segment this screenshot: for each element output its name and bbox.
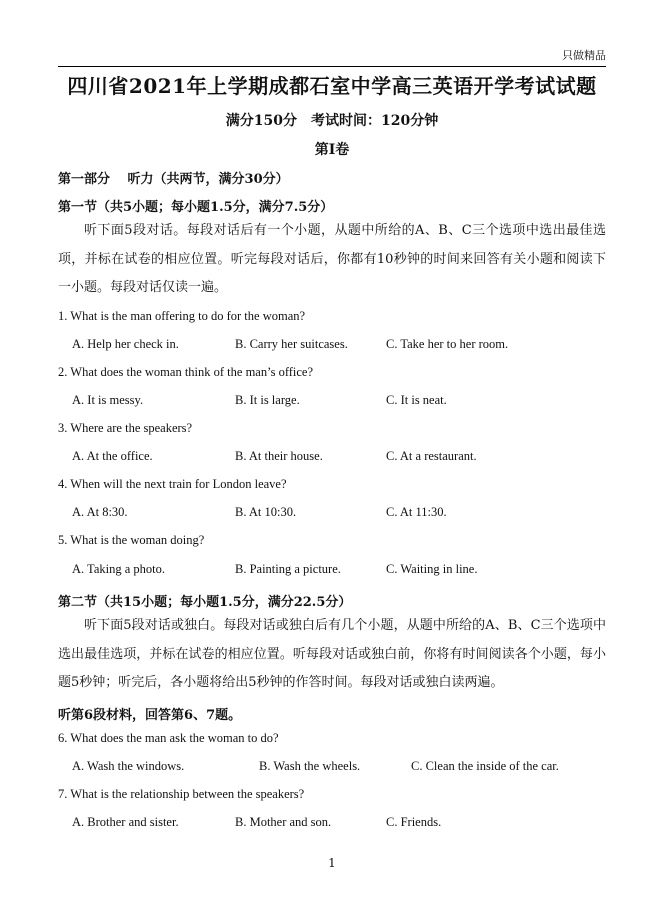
q7-option-c: C. Friends.	[386, 815, 442, 829]
section1-heading: 第一节（共5小题；每小题1.5分，满分7.5分）	[58, 200, 334, 215]
q1-option-a: A. Help her check in.	[72, 337, 179, 351]
q2-option-c: C. It is neat.	[386, 393, 447, 407]
q1-option-b: B. Carry her suitcases.	[235, 337, 348, 351]
q5-option-a: A. Taking a photo.	[72, 562, 165, 576]
q4-option-b: B. At 10:30.	[235, 505, 297, 519]
q6-option-c: C. Clean the inside of the car.	[411, 759, 559, 773]
q6-option-b: B. Wash the wheels.	[259, 759, 361, 773]
part1-heading: 第一部分 听力（共两节，满分30分）	[58, 172, 289, 187]
header-tag: 只做精品	[562, 49, 606, 62]
q3-option-c: C. At a restaurant.	[386, 449, 477, 463]
exam-time: 考试时间：120分钟	[311, 113, 439, 129]
question-1: 1. What is the man offering to do for the woman?	[58, 309, 306, 323]
q2-option-b: B. It is large.	[235, 393, 300, 407]
question-2: 2. What does the woman think of the man’s office?	[58, 365, 314, 379]
header-divider	[58, 66, 606, 67]
document-title: 四川省2021年上学期成都石室中学高三英语开学考试试题	[67, 74, 597, 98]
question-7: 7. What is the relationship between the speakers?	[58, 787, 305, 801]
q3-option-b: B. At their house.	[235, 449, 323, 463]
total-score: 满分150分	[225, 113, 297, 129]
question-3: 3. Where are the speakers?	[58, 421, 193, 435]
volume-heading: 第I卷	[314, 142, 350, 158]
question-6: 6. What does the man ask the woman to do?	[58, 731, 279, 745]
q1-option-c: C. Take her to her room.	[386, 337, 509, 351]
section1-instruction: 听下面5段对话。每段对话后有一个小题，从题中所给的A、B、C三个选项中选出最佳选项，并标在试卷的相应位置。听完每段对话后，你都有10秒钟的时间来回答有关小题和阅读下一小题。每段对话仅读一遍。	[58, 223, 606, 295]
q3-option-a: A. At the office.	[72, 449, 153, 463]
q7-option-b: B. Mother and son.	[235, 815, 332, 829]
q5-option-c: C. Waiting in line.	[386, 562, 478, 576]
q4-option-a: A. At 8:30.	[72, 505, 128, 519]
material-6-heading: 听第6段材料，回答第6、7题。	[58, 708, 242, 723]
section2-heading: 第二节（共15小题；每小题1.5分，满分22.5分）	[58, 595, 352, 610]
q4-option-c: C. At 11:30.	[386, 505, 447, 519]
q5-option-b: B. Painting a picture.	[235, 562, 341, 576]
q7-option-a: A. Brother and sister.	[72, 815, 179, 829]
question-5: 5. What is the woman doing?	[58, 533, 205, 547]
q6-option-a: A. Wash the windows.	[72, 759, 185, 773]
page-number: 1	[328, 856, 336, 870]
q2-option-a: A. It is messy.	[72, 393, 144, 407]
question-4: 4. When will the next train for London leave?	[58, 477, 287, 491]
section2-instruction: 听下面5段对话或独白。每段对话或独白后有几个小题，从题中所给的A、B、C三个选项中选出最佳选项，并标在试卷的相应位置。听每段对话或独白前，你将有时间阅读各个小题，每小题5秒钟；听完后，各小题将给出5秒钟的作答时间。每段对话或独白读两遍。	[58, 618, 606, 690]
exam-info	[0, 110, 664, 130]
